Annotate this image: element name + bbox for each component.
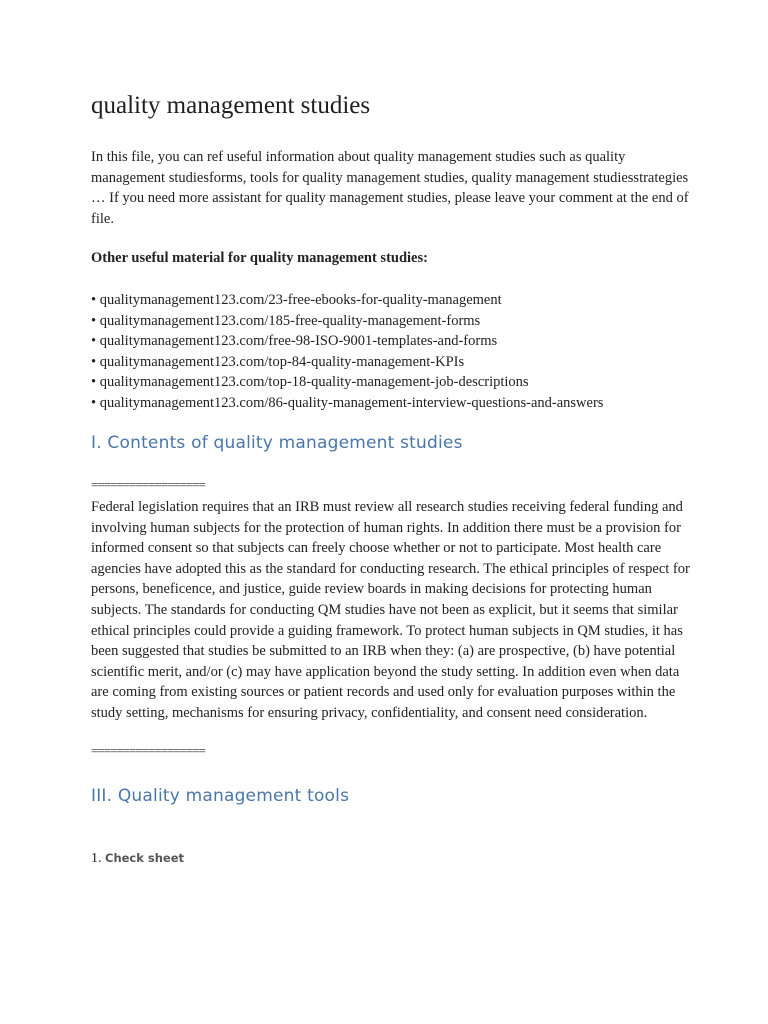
tool-item-number: 1.: [91, 851, 102, 866]
intro-paragraph: In this file, you can ref useful information about quality management studies such as quality management studiesforms, tools for quality management studies, quality management studiesstrategies … If you need more assistant for quality management studies, please leave your comment at the end of file.: [91, 149, 689, 227]
document-title: quality management studies: [91, 92, 371, 119]
list-item: • qualitymanagement123.com/top-18-quality-management-job-descriptions: [91, 374, 529, 391]
separator-top: ==================: [91, 477, 205, 492]
section-heading-contents: I. Contents of quality management studies: [91, 433, 463, 453]
section-heading-tools: III. Quality management tools: [91, 786, 350, 806]
separator-bottom: ==================: [91, 743, 205, 758]
list-item: • qualitymanagement123.com/185-free-quality-management-forms: [91, 312, 481, 329]
list-item: • qualitymanagement123.com/23-free-ebooks-for-quality-management: [91, 292, 502, 308]
material-link-list: [91, 290, 603, 414]
material-heading: Other useful material for quality management studies:: [91, 250, 428, 266]
list-item: • qualitymanagement123.com/86-quality-management-interview-questions-and-answers: [91, 394, 604, 411]
section-body-paragraph: Federal legislation requires that an IRB must review all research studies receiving federal funding and involving human subjects for the protection of human rights. In addition there must be a provision for informed consent so that subjects can freely choose whether or not to participate. Most health care agencies have adopted this as the standard for conducting research. The ethical principles of respect for persons, beneficence, and justice, guide review boards in making decisions for protecting human subjects. The standards for conducting QM studies have not been as explicit, but it seems that similar ethical principles could provide a guiding framework. To protect human subjects in QM studies, it has been suggested that studies be submitted to an IRB when they: (a) are prospective, (b) have potential scientific merit, and/or (c) may have application beyond the study setting. In addition even when data are coming from existing sources or patient records and used only for evaluation purposes within the study setting, mechanisms for ensuring privacy, confidentiality, and consent need consideration.: [91, 499, 690, 721]
list-item: • qualitymanagement123.com/top-84-quality-management-KPIs: [91, 353, 465, 370]
tool-item-label: Check sheet: [105, 851, 185, 865]
tool-item-check-sheet: [91, 851, 184, 867]
list-item: • qualitymanagement123.com/free-98-ISO-9001-templates-and-forms: [91, 333, 498, 350]
